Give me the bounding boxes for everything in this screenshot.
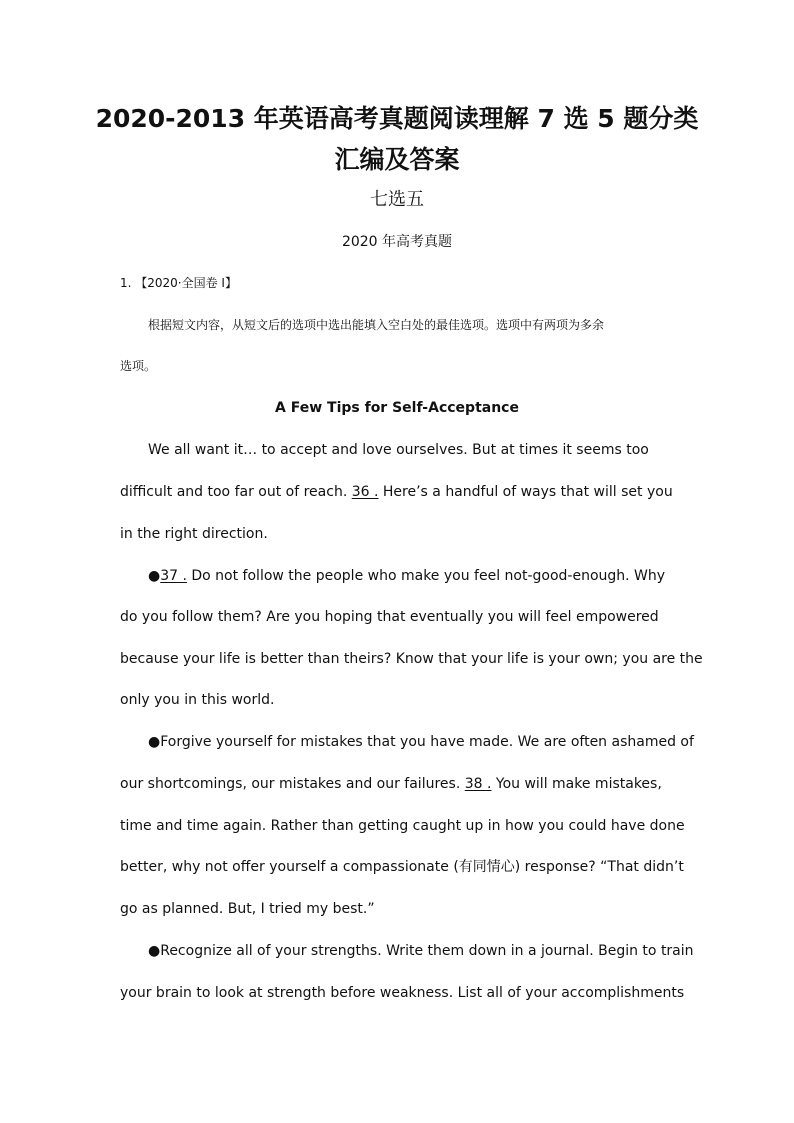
paragraph-3-line-2-text: our shortcomings, our mistakes and our failures. [120,776,465,792]
paragraph-1-line-2 [120,485,673,499]
paragraph-3-line-2 [120,777,662,791]
paragraph-3-line-2-tail: You will make mistakes, [491,776,662,792]
passage-title: A Few Tips for Self-Acceptance [275,400,519,416]
blank-36: 36 . [351,484,379,500]
paragraph-1-line-3: in the right direction. [120,526,268,542]
instruction-line-2: 选项。 [120,359,157,373]
paragraph-2-line-3: because your life is better than theirs? Know that your life is your own; you are the [120,651,703,667]
paragraph-2-line-4: only you in this world. [120,692,275,708]
paragraph-1-line-2-text: difficult and too far out of reach. [120,484,352,500]
paragraph-3-line-3: time and time again. Rather than getting caught up in how you could have done [120,818,685,834]
paragraph-1-line-2-tail: Here’s a handful of ways that will set you [378,484,673,500]
paragraph-2-line-2: do you follow them? Are you hoping that eventually you will feel empowered [120,609,659,625]
paragraph-2-line-1-text: Do not follow the people who make you feel not-good-enough. Why [186,568,666,584]
blank-37: 37 . [160,568,187,584]
blank-38: 38 . [464,776,492,792]
document-title-line-2: 汇编及答案 [334,145,460,174]
bullet-icon: ● [148,568,161,584]
paragraph-3-line-1: ●Forgive yourself for mistakes that you have made. We are often ashamed of [148,734,694,750]
document-title-line-1: 2020-2013 年英语高考真题阅读理解 7 选 5 题分类 [95,104,699,133]
instruction-line-1: 根据短文内容，从短文后的选项中选出能填入空白处的最佳选项。选项中有两项为多余 [148,318,605,332]
paragraph-1-line-1: We all want it… to accept and love ourselves. But at times it seems too [148,442,649,458]
section-heading: 七选五 [370,189,424,210]
paragraph-3-line-5: go as planned. But, I tried my best.” [120,901,375,917]
subsection-heading: 2020 年高考真题 [341,234,453,250]
question-label: 1. 【2020·全国卷 I】 [120,276,237,290]
paragraph-3-line-4: better, why not offer yourself a compassionate (有同情心) response? “That didn’t [120,859,684,875]
paragraph-2-line-1 [148,569,665,583]
paragraph-4-line-2: your brain to look at strength before weakness. List all of your accomplishments [120,985,685,1001]
paragraph-4-line-1: ●Recognize all of your strengths. Write them down in a journal. Begin to train [148,943,694,959]
